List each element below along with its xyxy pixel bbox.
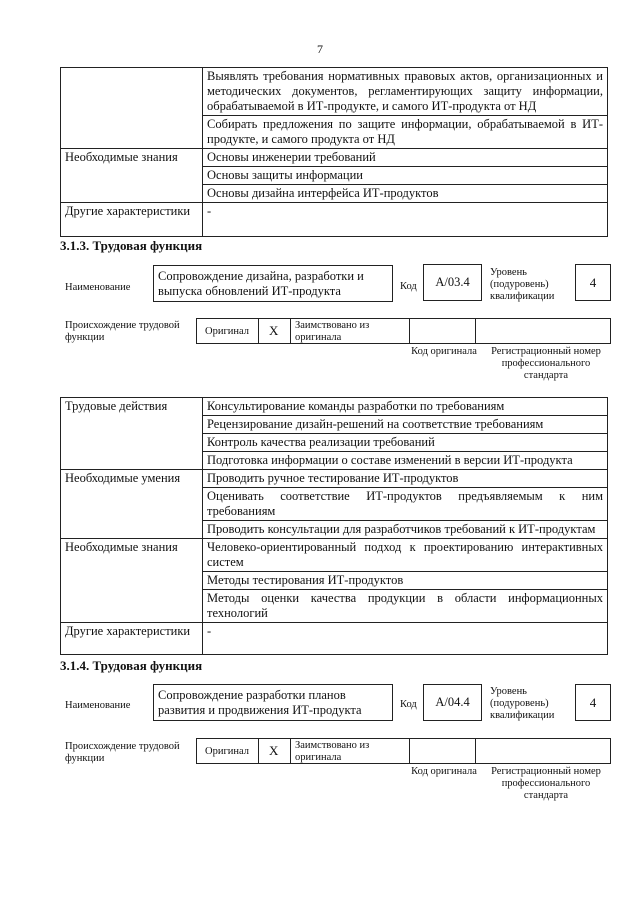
name-label: Наименование bbox=[65, 282, 131, 293]
row-label: Необходимые знания bbox=[61, 149, 203, 203]
code-orig-label: Код оригинала bbox=[411, 766, 477, 777]
table-cell: Рецензирование дизайн-решений на соответствие требованиям bbox=[203, 416, 608, 434]
table-cell: Основы дизайна интерфейса ИТ-продуктов bbox=[203, 185, 608, 203]
code-box: A/04.4 bbox=[423, 684, 482, 721]
table-cell: Подготовка информации о составе изменений в версии ИТ-продукта bbox=[203, 452, 608, 470]
level-box: 4 bbox=[575, 264, 611, 301]
table-cell: Выявлять требования нормативных правовых актов, организационных и методических документов, регламентирующих защиту информации, обрабатываемой в ИТ-продукте, и самого ИТ-продукта от НД bbox=[203, 68, 608, 116]
table-row bbox=[61, 203, 608, 237]
table-cell: - bbox=[203, 203, 608, 237]
code-orig-cell bbox=[410, 319, 476, 343]
reg-label: Регистрационный номер профессионального стандарта bbox=[491, 766, 601, 801]
original-mark-cell bbox=[259, 739, 291, 763]
function-name-box: Сопровождение разработки планов развития и продвижения ИТ-продукта bbox=[153, 684, 393, 721]
reg-cell bbox=[476, 319, 610, 343]
table-row bbox=[61, 68, 608, 116]
row-label: Необходимые знания bbox=[61, 539, 203, 623]
borrowed-label: Заимствовано из оригинала bbox=[295, 740, 370, 763]
original-mark-cell bbox=[259, 319, 291, 343]
section-title: 3.1.3. Трудовая функция bbox=[60, 238, 203, 253]
table-cell: Проводить ручное тестирование ИТ-продуктов bbox=[203, 470, 608, 488]
table-row bbox=[61, 149, 608, 167]
origin-row bbox=[196, 738, 611, 764]
section-title: 3.1.4. Трудовая функция bbox=[60, 658, 203, 673]
code-box: A/03.4 bbox=[423, 264, 482, 301]
table-cell: Консультирование команды разработки по требованиям bbox=[203, 398, 608, 416]
row-label: Необходимые умения bbox=[61, 470, 203, 539]
row-label: Трудовые действия bbox=[61, 398, 203, 470]
original-mark: X bbox=[269, 743, 279, 758]
function-name-box: Сопровождение дизайна, разработки и выпуска обновлений ИТ-продукта bbox=[153, 265, 393, 302]
table-cell: Контроль качества реализации требований bbox=[203, 434, 608, 452]
row-label bbox=[61, 68, 203, 149]
table-row bbox=[61, 470, 608, 488]
table-row bbox=[61, 539, 608, 572]
origin-label: Происхождение трудовой функции bbox=[65, 741, 180, 764]
table-cell: - bbox=[203, 623, 608, 655]
table-cell: Методы тестирования ИТ-продуктов bbox=[203, 572, 608, 590]
table-cell: Человеко-ориентированный подход к проектированию интерактивных систем bbox=[203, 539, 608, 572]
original-mark: X bbox=[269, 323, 279, 338]
borrowed-cell bbox=[291, 319, 410, 343]
table-cell: Основы защиты информации bbox=[203, 167, 608, 185]
table-cell: Методы оценки качества продукции в области информационных технологий bbox=[203, 590, 608, 623]
reg-label: Регистрационный номер профессионального стандарта bbox=[491, 346, 601, 381]
table-row bbox=[61, 623, 608, 655]
top-table bbox=[60, 67, 608, 237]
origin-row bbox=[196, 318, 611, 344]
borrowed-label: Заимствовано из оригинала bbox=[295, 320, 370, 343]
level-label: Уровень (подуровень) квалификации bbox=[490, 267, 555, 302]
level-box: 4 bbox=[575, 684, 611, 721]
table-cell: Основы инженерии требований bbox=[203, 149, 608, 167]
function-table-313 bbox=[60, 397, 608, 655]
reg-cell bbox=[476, 739, 610, 763]
table-cell: Собирать предложения по защите информации, обрабатываемой в ИТ-продукте, и самого продукта от НД bbox=[203, 116, 608, 149]
table-cell: Оценивать соответствие ИТ-продуктов предъявляемым к ним требованиям bbox=[203, 488, 608, 521]
code-orig-label: Код оригинала bbox=[411, 346, 477, 357]
row-label: Другие характеристики bbox=[61, 623, 203, 655]
table-cell: Проводить консультации для разработчиков требований к ИТ-продуктам bbox=[203, 521, 608, 539]
page-number: 7 bbox=[317, 42, 323, 56]
original-label: Оригинал bbox=[205, 746, 249, 757]
level-label: Уровень (подуровень) квалификации bbox=[490, 686, 555, 721]
code-label: Код bbox=[400, 699, 417, 710]
original-label: Оригинал bbox=[205, 326, 249, 337]
borrowed-cell bbox=[291, 739, 410, 763]
origin-label: Происхождение трудовой функции bbox=[65, 320, 180, 343]
name-label: Наименование bbox=[65, 700, 131, 711]
table-row bbox=[61, 398, 608, 416]
code-orig-cell bbox=[410, 739, 476, 763]
code-label: Код bbox=[400, 281, 417, 292]
original-cell bbox=[197, 739, 259, 763]
row-label: Другие характеристики bbox=[61, 203, 203, 237]
original-cell bbox=[197, 319, 259, 343]
